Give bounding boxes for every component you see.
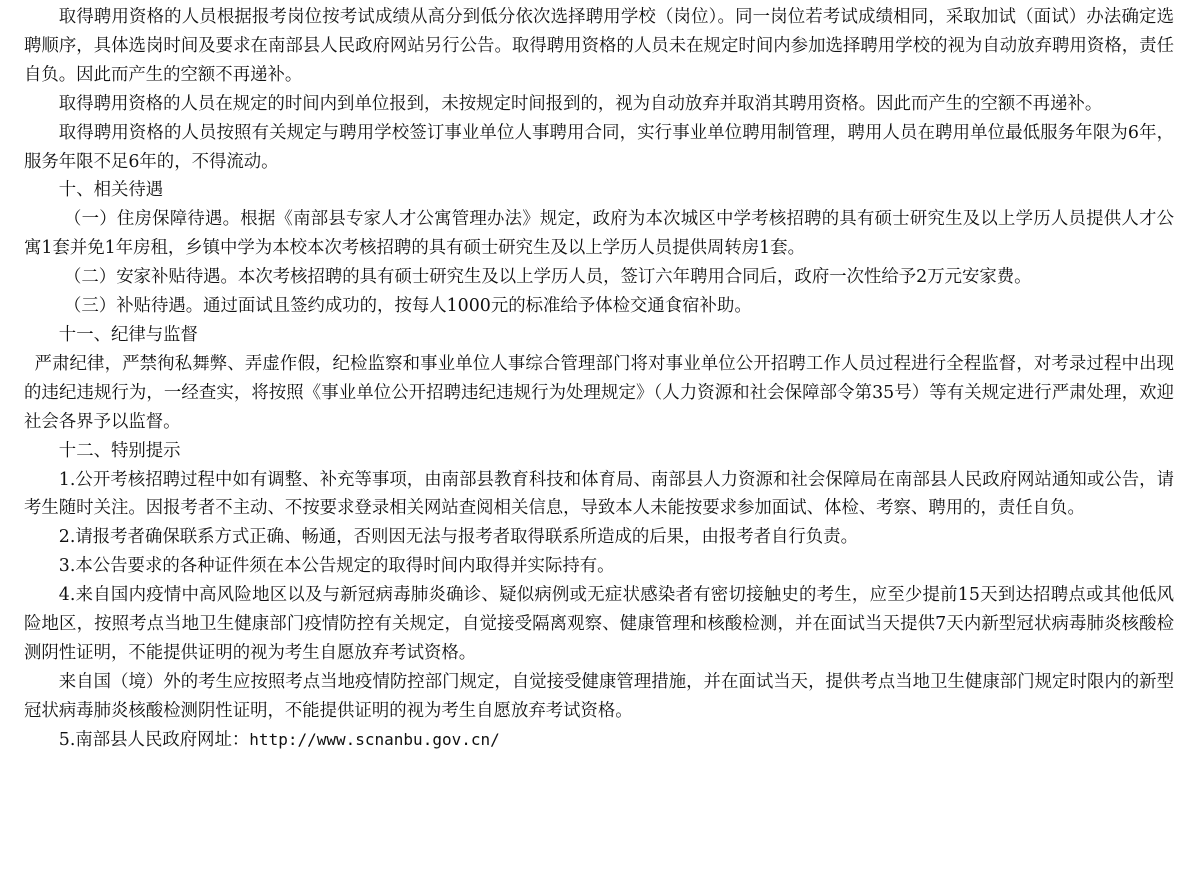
paragraph-selection-of-school: 取得聘用资格的人员根据报考岗位按考试成绩从高分到低分依次选择聘用学校（岗位）。同一岗位若考试成绩相同，采取加试（面试）办法确定选聘顺序，具体选岗时间及要求在南部县人民政府网站另行公告。取得聘用资格的人员未在规定时间内参加选择聘用学校的视为自动放弃聘用资格，责任自负。因此而产生的空额不再递补。 [24,7,1174,85]
paragraph-overseas-candidates: 来自国（境）外的考生应按照考点当地疫情防控部门规定，自觉接受健康管理措施，并在面试当天，提供考点当地卫生健康部门规定时限内的新型冠状病毒肺炎核酸检测阴性证明，不能提供证明的视为考生自愿放弃考试资格。 [24,671,1174,721]
paragraph-note-5-website [24,726,1174,755]
document-body [24,3,1174,755]
section-heading-discipline: 十一、纪律与监督 [58,324,198,345]
paragraph-report-to-unit: 取得聘用资格的人员在规定的时间内到单位报到，未按规定时间报到的，视为自动放弃并取消其聘用资格。因此而产生的空额不再递补。 [58,93,1103,114]
paragraph-employment-contract: 取得聘用资格的人员按照有关规定与聘用学校签订事业单位人事聘用合同，实行事业单位聘用制管理，聘用人员在聘用单位最低服务年限为6年，服务年限不足6年的，不得流动。 [24,122,1174,172]
paragraph-note-3: 3.本公告要求的各种证件须在本公告规定的取得时间内取得并实际持有。 [58,556,615,577]
paragraph-note-2: 2.请报考者确保联系方式正确、畅通，否则因无法与报考者取得联系所造成的后果，由报考者自行负责。 [58,527,858,548]
paragraph-note-4: 4.来自国内疫情中高风险地区以及与新冠病毒肺炎确诊、疑似病例或无症状感染者有密切接触史的考生，应至少提前15天到达招聘点或其他低风险地区，按照考点当地卫生健康部门疫情防控有关规定，自觉接受隔离观察、健康管理和核酸检测，并在面试当天提供7天内新型冠状病毒肺炎核酸检测阴性证明，不能提供证明的视为考生自愿放弃考试资格。 [24,585,1174,663]
paragraph-discipline-supervision: 严肃纪律，严禁徇私舞弊、弄虚作假，纪检监察和事业单位人事综合管理部门将对事业单位公开招聘工作人员过程进行全程监督，对考录过程中出现的违纪违规行为，一经查实，将按照《事业单位公开招聘违纪违规行为处理规定》（人力资源和社会保障部令第35号）等有关规定进行严肃处理，欢迎社会各界予以监督。 [24,353,1174,432]
paragraph-housing-benefit: （一）住房保障待遇。根据《南部县专家人才公寓管理办法》规定，政府为本次城区中学考核招聘的具有硕士研究生及以上学历人员提供人才公寓1套并免1年房租，乡镇中学为本校本次考核招聘的具有硕士研究生及以上学历人员提供周转房1套。 [24,209,1174,259]
website-link[interactable]: http://www.scnanbu.gov.cn/ [249,729,500,749]
section-heading-special-notes: 十二、特别提示 [58,440,181,461]
paragraph-settlement-subsidy: （二）安家补贴待遇。本次考核招聘的具有硕士研究生及以上学历人员，签订六年聘用合同后，政府一次性给予2万元安家费。 [64,267,1032,288]
section-heading-benefits: 十、相关待遇 [58,180,164,201]
paragraph-note-1: 1.公开考核招聘过程中如有调整、补充等事项，由南部县教育科技和体育局、南部县人力资源和社会保障局在南部县人民政府网站通知或公告，请考生随时关注。因报考者不主动、不按要求登录相关网站查阅相关信息，导致本人未能按要求参加面试、体检、考察、聘用的，责任自负。 [24,469,1174,519]
paragraph-travel-subsidy: （三）补贴待遇。通过面试且签约成功的，按每人1000元的标准给予体检交通食宿补助。 [64,296,752,317]
website-label: 5.南部县人民政府网址： [58,729,250,750]
